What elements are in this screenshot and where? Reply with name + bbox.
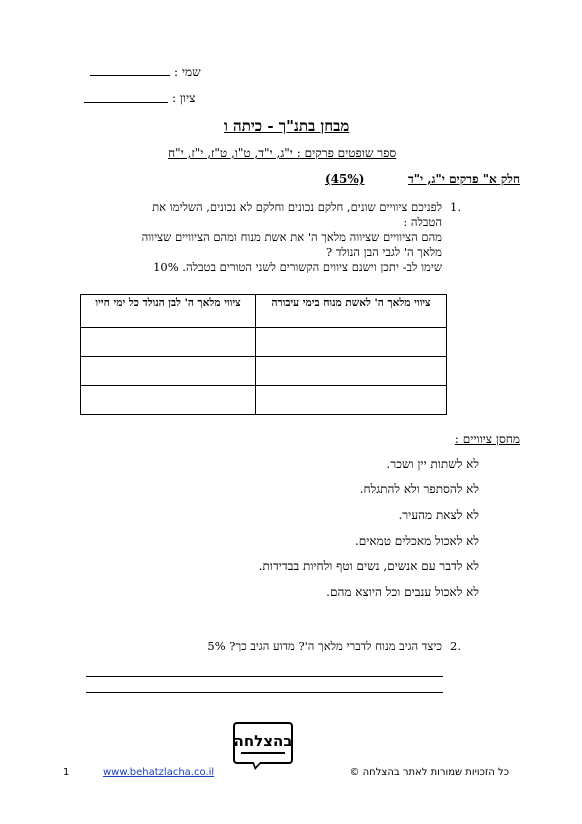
question-1-line: הטבלה :	[403, 215, 442, 229]
section-a-percent: (45%)	[325, 172, 365, 186]
name-label: שמי :	[174, 65, 201, 79]
question-1-line: לפניכם ציוויים שונים, חלקם נכונים וחלקם לא נכונים, השלימו את	[152, 200, 442, 214]
bank-item: לא להסתפר ולא להתגלח.	[359, 482, 479, 496]
table-cell[interactable]	[256, 386, 447, 415]
page-number: 1	[63, 767, 70, 778]
page-title: מבחן בתנ"ך - כיתה ו	[224, 117, 350, 135]
bank-item: לא לצאת מהעיר.	[398, 508, 479, 522]
section-a-heading: חלק א" פרקים י"ג, י"ד	[408, 172, 520, 186]
table-header-left: ציווי מלאך ה' לבן הנולד כל ימי חייו	[81, 295, 256, 328]
name-blank-line[interactable]	[90, 75, 170, 76]
table-header-row	[81, 295, 447, 328]
answer-line[interactable]	[86, 676, 443, 677]
table-row	[81, 328, 447, 357]
question-1-text	[112, 200, 442, 275]
bank-item: לא לאכול מאכלים טמאים.	[354, 534, 479, 548]
bank-item: לא לאכול ענבים וכל היוצא מהם.	[326, 585, 479, 599]
answer-line[interactable]	[86, 692, 443, 693]
question-1-line: מלאך ה' לגבי הבן הנולד ?	[326, 245, 442, 259]
bank-item: לא לדבר עם אנשים, נשים וטף ולחיות בבדידות.	[258, 559, 479, 573]
table-cell[interactable]	[81, 357, 256, 386]
table-row	[81, 386, 447, 415]
question-2-text: כיצד הגיב מנוח לדברי מלאך ה'? מדוע הגיב כך? 5%	[207, 639, 442, 653]
logo-underline	[241, 752, 285, 754]
bank-heading: מחסן ציוויים :	[454, 432, 520, 446]
behatzlacha-logo	[233, 722, 293, 764]
grade-blank-line[interactable]	[84, 102, 168, 103]
table-row	[81, 357, 447, 386]
question-1-line: שימו לב- יתכן וישנם ציווים הקשורים לשני הטורים בטבלה. 10%	[153, 260, 442, 274]
question-1-number: 1.	[450, 200, 461, 214]
answer-table	[80, 294, 447, 415]
question-2-number: 2.	[450, 639, 461, 653]
table-cell[interactable]	[81, 386, 256, 415]
table-cell[interactable]	[256, 357, 447, 386]
speech-bubble-tail-icon	[252, 762, 262, 770]
table-cell[interactable]	[256, 328, 447, 357]
site-link[interactable]: www.behatzlacha.co.il	[103, 767, 215, 778]
page-subtitle: ספר שופטים פרקים : י"ג, י"ד, ט"ו, ט"ז, י"ז, י"ח	[168, 146, 397, 160]
logo-word: בהצלחה	[233, 731, 293, 750]
question-1-line: מהם הציוויים שציווה מלאך ה' את אשת מנוח ומהם הציוויים שציווה	[141, 230, 442, 244]
grade-label: ציון :	[172, 91, 196, 105]
bank-item: לא לשתות יין ושכר.	[386, 457, 479, 471]
table-header-right: ציווי מלאך ה' לאשת מנוח בימי עיבורה	[256, 295, 447, 328]
table-cell[interactable]	[81, 328, 256, 357]
copyright-text: כל הזכויות שמורות לאתר בהצלחה ©	[349, 767, 509, 778]
